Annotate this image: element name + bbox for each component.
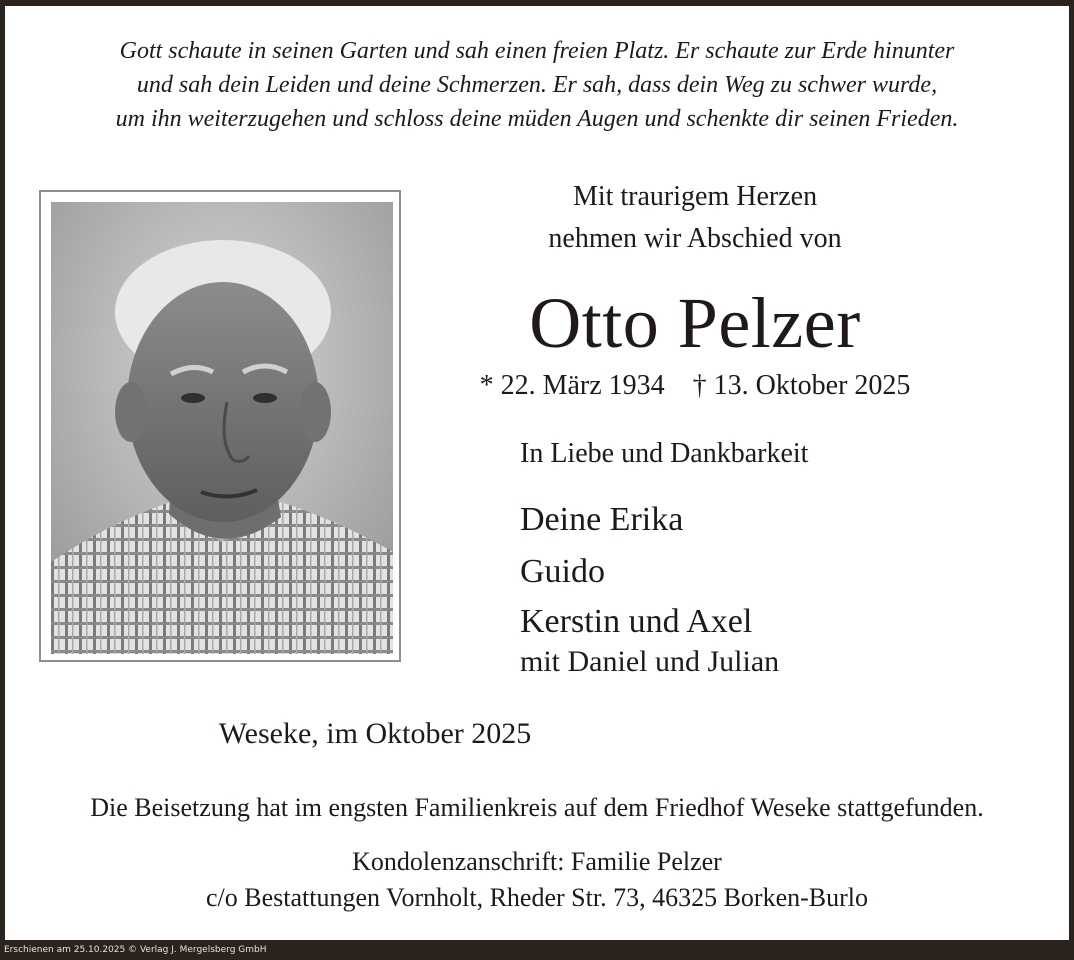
burial-note: Die Beisetzung hat im engsten Familienkreis auf dem Friedhof Weseke stattgefunden. — [90, 793, 984, 822]
death-date: † 13. Oktober 2025 — [692, 370, 911, 401]
birth-date: * 22. März 1934 — [479, 370, 665, 401]
place-and-date — [5, 714, 1069, 754]
motto-line-1: Gott schaute in seinen Garten und sah einen freien Platz. Er schaute zur Erde hinunter — [119, 38, 955, 64]
deceased-name: Otto Pelzer — [529, 283, 861, 363]
publication-footer: Erschienen am 25.10.2025 © Verlag J. Mergelsberg GmbH — [4, 945, 267, 955]
motto-line-3: um ihn weiterzugehen und schloss deine müden Augen und schenkte dir seinen Frieden. — [115, 106, 959, 132]
condolence-line-2: c/o Bestattungen Vornholt, Rheder Str. 73, 46325 Borken-Burlo — [206, 883, 868, 912]
portrait-photo — [51, 202, 393, 654]
mourner-line-2: Guido — [520, 553, 605, 590]
motto-line-2: und sah dein Leiden und deine Schmerzen. Er sah, dass dein Weg zu schwer wurde, — [136, 72, 938, 98]
obituary-card — [5, 6, 1069, 940]
intro-line-1: Mit traurigem Herzen — [572, 181, 818, 212]
condolence-address — [5, 844, 1069, 916]
intro-line-2: nehmen wir Abschied von — [548, 223, 842, 254]
mourner-line-4: mit Daniel und Julian — [520, 645, 780, 678]
mourner-line-3: Kerstin und Axel — [520, 603, 753, 640]
mourner-line-1: Deine Erika — [520, 501, 684, 538]
portrait-illustration — [51, 202, 393, 654]
life-dates — [385, 366, 1005, 406]
portrait-frame — [39, 190, 401, 662]
intro-text — [385, 176, 1005, 260]
motto-verse — [5, 34, 1069, 136]
closing-phrase: In Liebe und Dankbarkeit — [520, 438, 809, 469]
place-date-text: Weseke, im Oktober 2025 — [218, 717, 532, 750]
condolence-line-1: Kondolenzanschrift: Familie Pelzer — [352, 847, 722, 876]
